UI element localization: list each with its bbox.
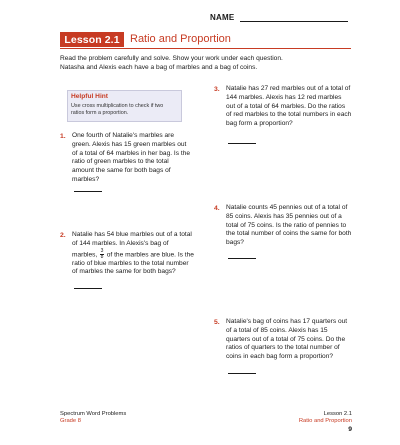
footer-book-title: Spectrum Word Problems: [60, 411, 127, 417]
lesson-title: Ratio and Proportion: [130, 33, 231, 45]
problem-5-number: 5.: [214, 319, 220, 326]
name-label: NAME: [210, 13, 235, 22]
lesson-badge: Lesson 2.1: [60, 32, 124, 47]
context-text: Natasha and Alexis each have a bag of marbles and a bag of coins.: [60, 64, 258, 71]
name-write-line[interactable]: [240, 21, 348, 22]
problem-2-text-b: of the marbles are blue. Is the ratio of blue marbles to the total number of marbles the same for both bags?: [72, 250, 194, 276]
title-divider: [60, 48, 351, 49]
problem-5-answer-line[interactable]: [228, 373, 256, 374]
problem-2-answer-line[interactable]: [74, 288, 102, 289]
problem-4-text: Natalie counts 45 pennies out of a total of 85 coins. Alexis has 35 pennies out of a total of 75 coins. Is the ratio of pennies to the total number of coins the same for both bags?: [226, 204, 352, 247]
footer-lesson: Lesson 2.1: [323, 411, 352, 417]
footer-lesson-title: Ratio and Proportion: [298, 418, 352, 424]
problem-1-answer-line[interactable]: [74, 191, 102, 192]
problem-4-number: 4.: [214, 205, 220, 212]
problem-5-text: Natalie's bag of coins has 17 quarters out of a total of 85 coins. Alexis has 15 quarters out of a total of 75 coins. Do the ratios of quarters to the total number of coins in each bag form a proportion?: [226, 318, 348, 361]
problem-3-number: 3.: [214, 86, 220, 93]
fraction-numerator: 3: [100, 247, 104, 254]
page-number: 9: [348, 426, 352, 433]
problem-2-text-a: Natalie has 54 blue marbles out of a total of 144 marbles. In Alexis's bag of marbles,: [72, 231, 192, 258]
problem-2-text: [72, 231, 194, 277]
fraction: [100, 249, 104, 260]
fraction-denominator: 8: [100, 253, 104, 260]
instructions-text: Read the problem carefully and solve. Show your work under each question.: [60, 55, 283, 62]
problem-1-text: One fourth of Natalie's marbles are green. Alexis has 15 green marbles out of a total of 64 marbles in her bag. Is the ratio of green marbles to the total amount the same for both bags of marbles?: [72, 132, 191, 183]
problem-3-answer-line[interactable]: [228, 143, 256, 144]
hint-title: Helpful Hint: [71, 93, 108, 100]
problem-3-text: Natalie has 27 red marbles out of a total of 144 marbles. Alexis has 12 red marbles out of a total of 64 marbles. Do the ratios of red marbles to the total numbers in each bag form a proportion?: [226, 85, 352, 128]
hint-text: Use cross multiplication to check if two ratios form a proportion.: [71, 103, 164, 116]
problem-1-number: 1.: [60, 133, 66, 140]
footer-grade: Grade 8: [60, 418, 81, 424]
problem-4-answer-line[interactable]: [228, 258, 256, 259]
problem-2-number: 2.: [60, 232, 66, 239]
